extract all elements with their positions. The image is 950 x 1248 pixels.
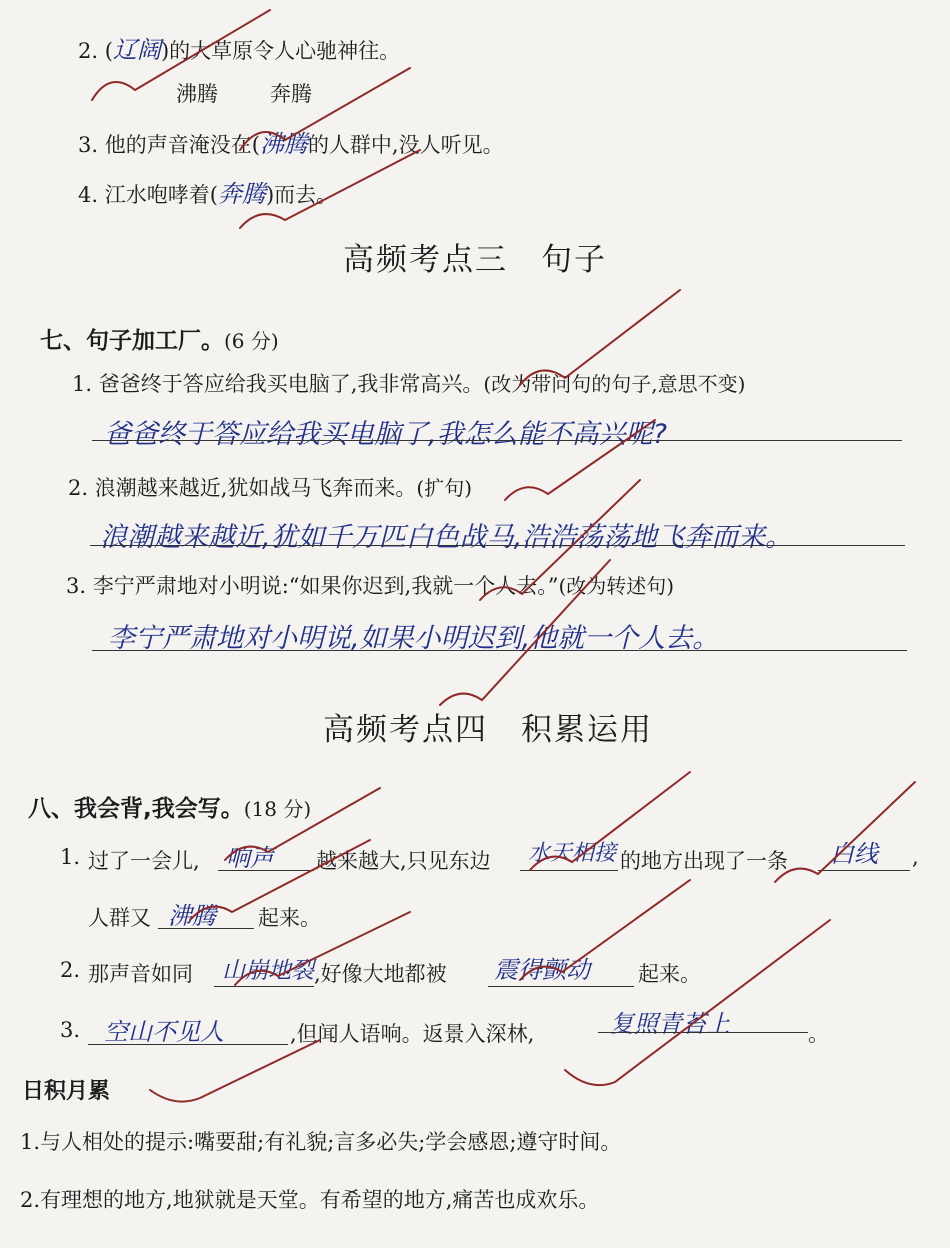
answer-handwritten: 奔腾 [217,180,266,208]
item-number: 4. [78,183,99,207]
check-mark [565,920,830,1085]
daily-line-1: 1.与人相处的提示:嘴要甜;有礼貌;言多必失;学会感恩;遵守时间。 [20,1130,622,1154]
word-option-2: 奔腾 [270,82,312,106]
check-mark [240,68,410,150]
item-number: 3. [66,574,87,598]
item-number: 3. [78,133,99,157]
blank-answer: 白线 [830,840,878,868]
section-heading-3: 高频考点三 句子 [343,242,607,278]
part7-score: (6 分) [224,329,279,353]
check-mark [775,782,915,882]
check-mark [520,880,690,980]
check-mark [440,560,610,705]
part8-score: (18 分) [243,797,312,821]
p8-q2-num: 2. [60,958,81,982]
check-mark [225,788,380,860]
p7-q3-answer: 李宁严肃地对小明说,如果小明迟到,他就一个人去。 [108,623,720,654]
p8-q1-text4: , [912,845,919,869]
p8-q3-text1: ,但闻人语响。返景入深林, [290,1022,535,1046]
p8-q1-text6: 起来。 [258,906,321,930]
item-number: 2. [68,476,89,500]
blank-answer: 复照青苔上 [610,1010,730,1038]
part7-title: 七、句子加工厂。 [40,328,224,354]
daily-line-2: 2.有理想的地方,地狱就是天堂。有希望的地方,痛苦也成欢乐。 [20,1188,600,1212]
p8-q2-text3: 起来。 [638,962,701,986]
item-number: 1. [20,1130,41,1154]
check-mark [92,10,270,100]
item-number: 1. [72,372,93,396]
instruction-note: (扩句) [416,476,473,500]
p8-q1-text2: 越来越大,只见东边 [316,849,491,873]
instruction-note: (改为转述句) [558,574,675,598]
check-mark [530,772,690,870]
p8-q1-text5: 人群又 [88,906,151,930]
p8-q1-text3: 的地方出现了一条 [620,849,788,873]
p8-q1-text1: 过了一会儿, [88,849,200,873]
check-mark [240,150,420,228]
section-heading-4: 高频考点四 积累运用 [323,712,653,748]
blank-answer: 响声 [226,844,274,872]
blank-answer: 空山不见人 [104,1018,224,1046]
p6-item4: 4. 江水咆哮着(奔腾)而去。 [78,180,338,208]
p7-q1: 1. 爸爸终于答应给我买电脑了,我非常高兴。(改为带问句的句子,意思不变) [72,372,746,396]
word-option-1: 沸腾 [176,82,218,106]
blank-answer: 震得颤动 [494,956,590,984]
p8-q2-text1: 那声音如同 [88,962,193,986]
p6-item3: 3. 他的声音淹没在(沸腾的人群中,没人听见。 [78,130,504,158]
answer-handwritten: 沸腾 [259,130,308,158]
part8-title: 八、我会背,我会写。 [28,796,244,822]
p8-q3-num: 3. [60,1018,81,1042]
blank-answer: 水天相接 [528,841,617,866]
p6-item2: 2. (辽阔)的大草原令人心驰神往。 [78,36,401,64]
p8-q2-text2: ,好像大地都被 [314,962,447,986]
p8-q1-num: 1. [60,845,81,869]
p7-q1-answer: 爸爸终于答应给我买电脑了,我怎么能不高兴呢? [104,419,667,450]
p8-q3-text2: 。 [808,1022,829,1046]
check-mark [235,912,410,985]
blank-answer: 山崩地裂 [222,958,314,984]
check-mark [150,1040,320,1102]
daily-title: 日积月累 [22,1079,111,1104]
item-number: 2. [20,1188,41,1212]
check-mark [480,480,640,600]
check-mark [190,840,370,920]
answer-handwritten: 辽阔 [112,36,161,64]
p7-q3: 3. 李宁严肃地对小明说:“如果你迟到,我就一个人去。”(改为转述句) [66,574,675,598]
instruction-note: (改为带问句的句子,意思不变) [483,372,746,396]
check-mark [520,290,680,385]
p7-q2: 2. 浪潮越来越近,犹如战马飞奔而来。(扩句) [68,476,473,500]
item-number: 2. [78,39,99,63]
blank-answer: 沸腾 [168,902,216,930]
p7-q2-answer: 浪潮越来越近,犹如千万匹白色战马,浩浩荡荡地飞奔而来。 [100,522,793,553]
